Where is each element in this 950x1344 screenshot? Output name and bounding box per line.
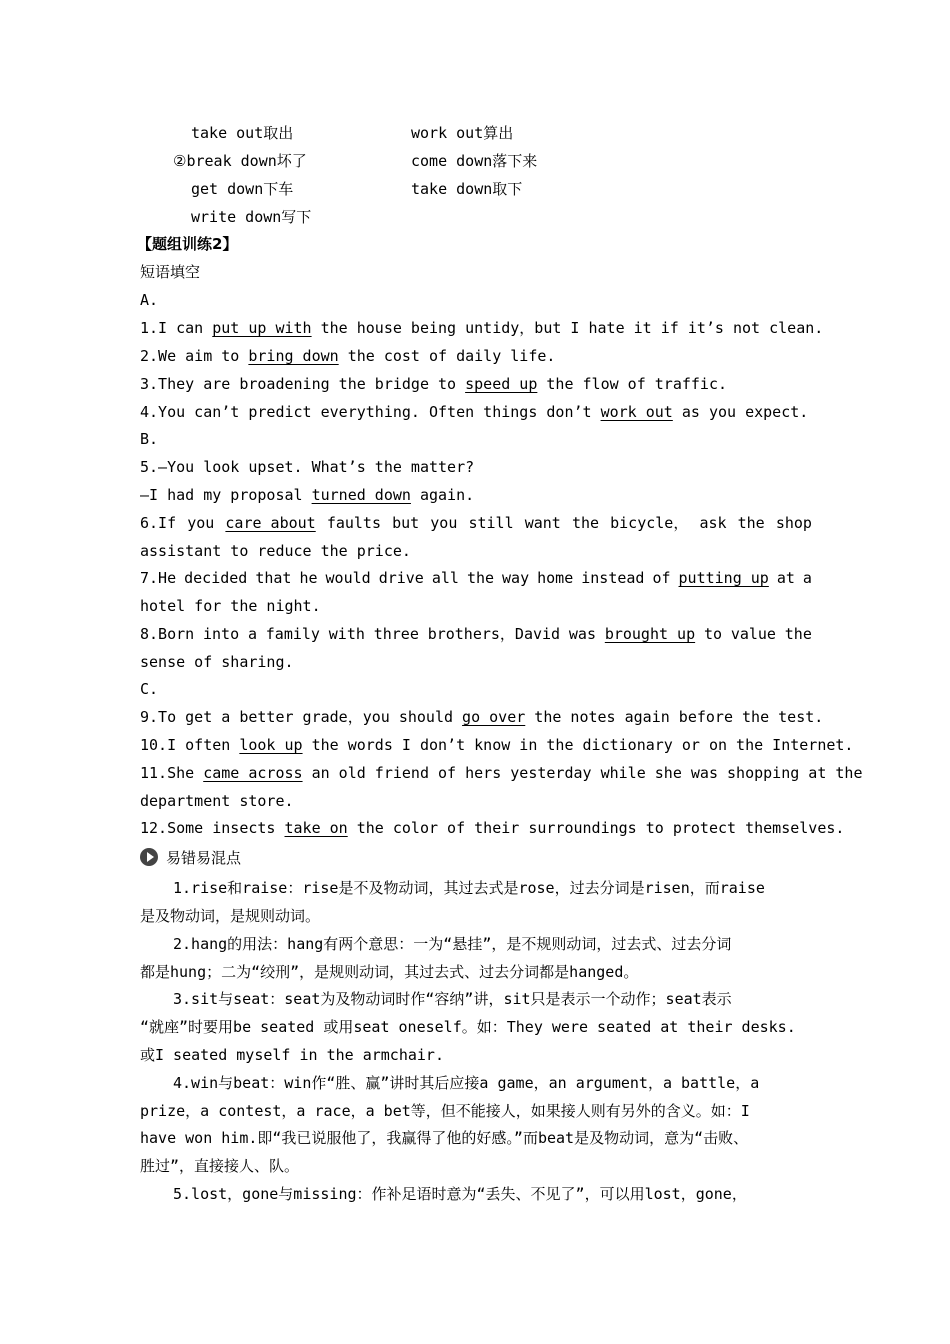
word: all bbox=[431, 569, 459, 587]
q3-text-end: the flow of traffic. bbox=[537, 375, 728, 393]
tip-4-line3: have won him.即“我已说服他了，我赢得了他的好感。”而beat是及物动词，意为“击败、 bbox=[140, 1129, 749, 1147]
tips-title: 易错易混点 bbox=[166, 849, 242, 867]
word: the bbox=[571, 514, 600, 532]
word: still bbox=[468, 514, 514, 532]
word: of bbox=[652, 569, 671, 587]
word: that bbox=[255, 569, 292, 587]
question-6 bbox=[140, 513, 812, 533]
q4-answer: work out bbox=[600, 403, 673, 421]
word: family bbox=[265, 625, 320, 643]
word: a bbox=[802, 569, 812, 587]
word: way bbox=[502, 569, 530, 587]
tip-4-line1: 4.win与beat：win作“胜、赢”讲时其后应接a game，an argument，a battle，a bbox=[173, 1074, 760, 1092]
word: drive bbox=[378, 569, 424, 587]
q8-answer: brought up bbox=[604, 625, 696, 643]
q7-answer: putting up bbox=[678, 569, 769, 587]
tip-1-line1: 1.rise和raise：rise是不及物动词，其过去式是rose，过去分词是risen，而raise bbox=[173, 879, 765, 897]
word: 8.Born bbox=[140, 625, 195, 643]
tip-3-line1: 3.sit与seat：seat为及物动词时作“容纳”讲，sit只是表示一个动作；seat表示 bbox=[173, 990, 732, 1008]
question-10 bbox=[140, 735, 853, 755]
question-7 bbox=[140, 568, 812, 588]
tip-3-line2: “就座”时要用be seated 或用seat oneself。如：They were seated at their desks. bbox=[140, 1018, 796, 1036]
q10-text-end: the words I don’t know in the dictionary or on the Internet. bbox=[302, 736, 854, 754]
q12-text-end: the color of their surroundings to protect themselves. bbox=[347, 819, 845, 837]
phrase-take-down: take down取下 bbox=[411, 180, 523, 198]
q5-answer: turned down bbox=[311, 486, 411, 504]
q4-text: 4.You can’t predict everything. Often things don’t bbox=[140, 403, 601, 421]
q9-text-end: the notes again before the test. bbox=[525, 708, 824, 726]
word: shop bbox=[775, 514, 812, 532]
question-8-cont: sense of sharing. bbox=[140, 653, 294, 671]
word: faults bbox=[326, 514, 381, 532]
q2-text-end: the cost of daily life. bbox=[338, 347, 556, 365]
tip-3-line3: 或I seated myself in the armchair. bbox=[140, 1046, 444, 1064]
tip-4-line2: prize，a contest，a race，a bet等，但不能接人，如果接人则有另外的含义。如：I bbox=[140, 1102, 750, 1120]
q3-text: 3.They are broadening the bridge to bbox=[140, 375, 466, 393]
question-11 bbox=[140, 763, 862, 783]
play-icon bbox=[140, 848, 158, 866]
subtitle: 短语填空 bbox=[140, 263, 201, 281]
word: instead bbox=[581, 569, 645, 587]
word: value bbox=[730, 625, 776, 643]
word: to bbox=[703, 625, 722, 643]
tip-5-line1: 5.lost，gone与missing：作补足语时意为“丢失、不见了”，可以用lost，gone， bbox=[173, 1185, 747, 1203]
question-2 bbox=[140, 346, 555, 366]
word: you bbox=[187, 514, 215, 532]
q5-text-end: again. bbox=[410, 486, 475, 504]
q1-text-end: the house being untidy，but I hate it if it’s not clean. bbox=[311, 319, 824, 337]
question-5-prompt: 5.—You look upset. What’s the matter? bbox=[140, 458, 475, 476]
q9-text: 9.To get a better grade，you should bbox=[140, 708, 463, 726]
word: the bbox=[737, 514, 765, 532]
word: three bbox=[373, 625, 419, 643]
word: the bbox=[784, 625, 812, 643]
word: with bbox=[328, 625, 365, 643]
q2-answer: bring down bbox=[248, 347, 339, 365]
question-11-cont: department store. bbox=[140, 792, 294, 810]
section-title: 【题组训练2】 bbox=[137, 235, 238, 253]
tip-2-line1: 2.hang的用法：hang有两个意思：一为“悬挂”，是不规则动词，过去式、过去分词 bbox=[173, 935, 732, 953]
q4-text-end: as you expect. bbox=[672, 403, 809, 421]
word: into bbox=[203, 625, 240, 643]
word: 7.He bbox=[140, 569, 177, 587]
question-8 bbox=[140, 624, 812, 644]
group-a-label: A. bbox=[140, 291, 159, 309]
q1-answer: put up with bbox=[212, 319, 312, 337]
question-1 bbox=[140, 318, 823, 338]
word: home bbox=[537, 569, 574, 587]
q12-answer: take on bbox=[284, 819, 348, 837]
phrase-work-out: work out算出 bbox=[411, 124, 514, 142]
q10-text: 10.I often bbox=[140, 736, 240, 754]
word: want bbox=[524, 514, 561, 532]
word: 6.If bbox=[140, 514, 177, 532]
tip-1-line2: 是及物动词，是规则动词。 bbox=[140, 907, 321, 925]
word: he bbox=[299, 569, 318, 587]
phrase-get-down: get down下车 bbox=[191, 180, 294, 198]
word: at bbox=[776, 569, 795, 587]
tip-4-line4: 胜过”，直接接人、队。 bbox=[140, 1157, 300, 1175]
group-b-label: B. bbox=[140, 430, 159, 448]
word: a bbox=[247, 625, 257, 643]
q10-answer: look up bbox=[239, 736, 303, 754]
question-5 bbox=[140, 485, 474, 505]
word: you bbox=[430, 514, 458, 532]
word: bicycle， bbox=[610, 514, 689, 532]
question-4 bbox=[140, 402, 808, 422]
phrase-come-down: come down落下来 bbox=[411, 152, 538, 170]
q1-text: 1.I can bbox=[140, 319, 213, 337]
word: was bbox=[568, 625, 596, 643]
question-9 bbox=[140, 707, 823, 727]
word: brothers，David bbox=[427, 625, 561, 643]
q2-text: 2.We aim to bbox=[140, 347, 249, 365]
phrase-write-down: write down写下 bbox=[191, 208, 312, 226]
word: the bbox=[466, 569, 495, 587]
phrase-take-out: take out取出 bbox=[191, 124, 294, 142]
question-3 bbox=[140, 374, 727, 394]
word: would bbox=[325, 569, 371, 587]
q5-text: —I had my proposal bbox=[140, 486, 312, 504]
question-12 bbox=[140, 818, 844, 838]
word: ask bbox=[699, 514, 727, 532]
question-7-cont: hotel for the night. bbox=[140, 597, 321, 615]
q11-text-end: an old friend of hers yesterday while she was shopping at the bbox=[302, 764, 863, 782]
q9-answer: go over bbox=[462, 708, 526, 726]
group-c-label: C. bbox=[140, 680, 159, 698]
tips-heading bbox=[140, 848, 241, 868]
q6-answer: care about bbox=[225, 514, 316, 532]
q11-text: 11.She bbox=[140, 764, 204, 782]
word: but bbox=[392, 514, 420, 532]
tip-2-line2: 都是hung；二为“绞刑”，是规则动词，其过去式、过去分词都是hanged。 bbox=[140, 963, 639, 981]
q11-answer: came across bbox=[203, 764, 303, 782]
phrase-break-down: ②break down坏了 bbox=[173, 152, 307, 170]
question-6-cont: assistant to reduce the price. bbox=[140, 542, 411, 560]
q12-text: 12.Some insects bbox=[140, 819, 285, 837]
q3-answer: speed up bbox=[465, 375, 538, 393]
word: decided bbox=[184, 569, 248, 587]
